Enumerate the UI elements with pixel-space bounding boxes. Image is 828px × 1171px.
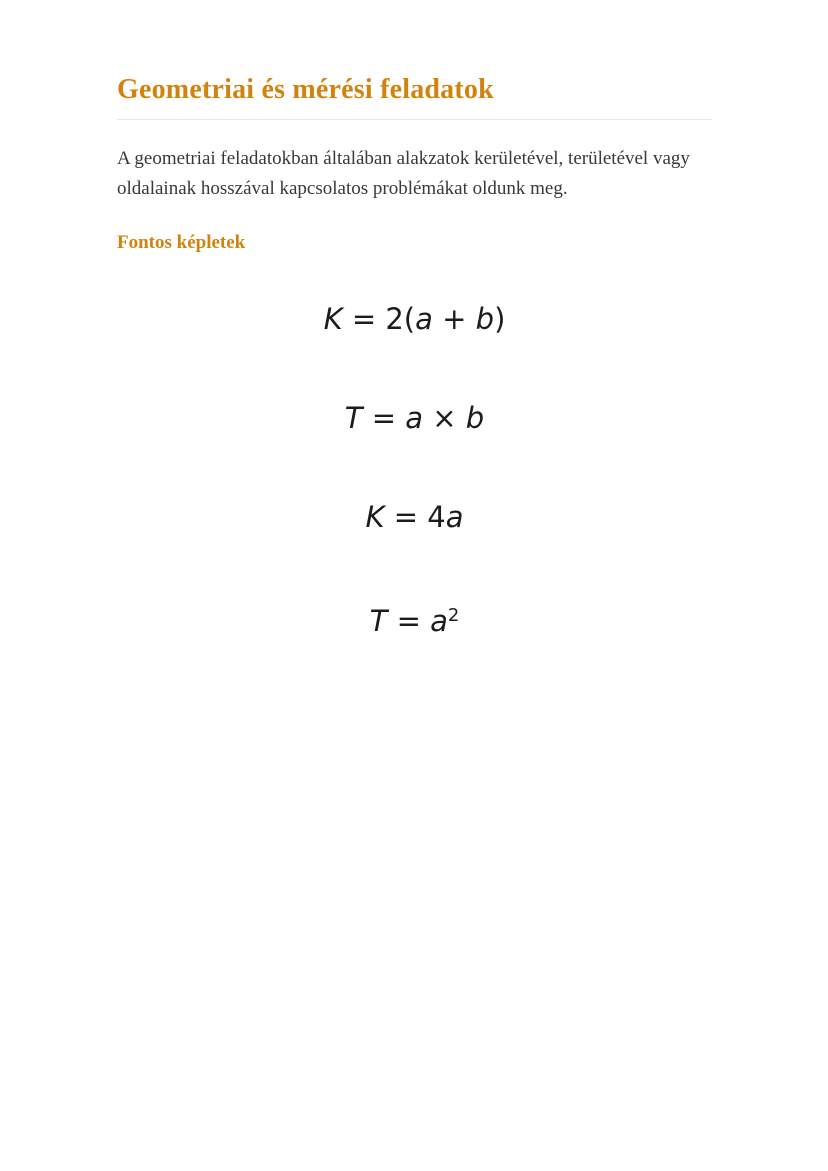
- formula-token: b: [465, 401, 485, 435]
- formula-list: [117, 302, 712, 638]
- formula-token: ×: [423, 401, 466, 435]
- page-title: Geometriai és mérési feladatok: [117, 74, 494, 105]
- formula-token: K: [323, 302, 343, 336]
- formula-token: a: [415, 302, 433, 336]
- formula-square-perimeter: [117, 500, 712, 534]
- formula-token: K: [365, 500, 385, 534]
- formula-token: T: [344, 401, 363, 435]
- formula-token: =: [362, 401, 406, 435]
- formula-token: = 4: [384, 500, 446, 534]
- section-heading: Fontos képletek: [117, 232, 246, 253]
- formula-token: +: [432, 302, 476, 336]
- title-divider: [117, 119, 712, 120]
- formula-token: 2: [447, 605, 460, 626]
- formula-token: ): [494, 302, 506, 336]
- formula-token: b: [475, 302, 495, 336]
- formula-token: a: [430, 603, 448, 638]
- formula-rectangle-perimeter: [117, 302, 712, 336]
- formula-token: T: [369, 603, 388, 638]
- intro-paragraph: A geometriai feladatokban általában alakzatok kerületével, területével vagy oldalainak hosszával kapcsolatos problémákat oldunk meg.: [117, 148, 690, 199]
- formula-token: =: [387, 603, 431, 638]
- formula-token: a: [405, 401, 424, 435]
- formula-square-area: [117, 599, 712, 638]
- formula-rectangle-area: [117, 401, 712, 435]
- formula-token: = 2(: [342, 302, 416, 336]
- formula-token: a: [445, 500, 464, 534]
